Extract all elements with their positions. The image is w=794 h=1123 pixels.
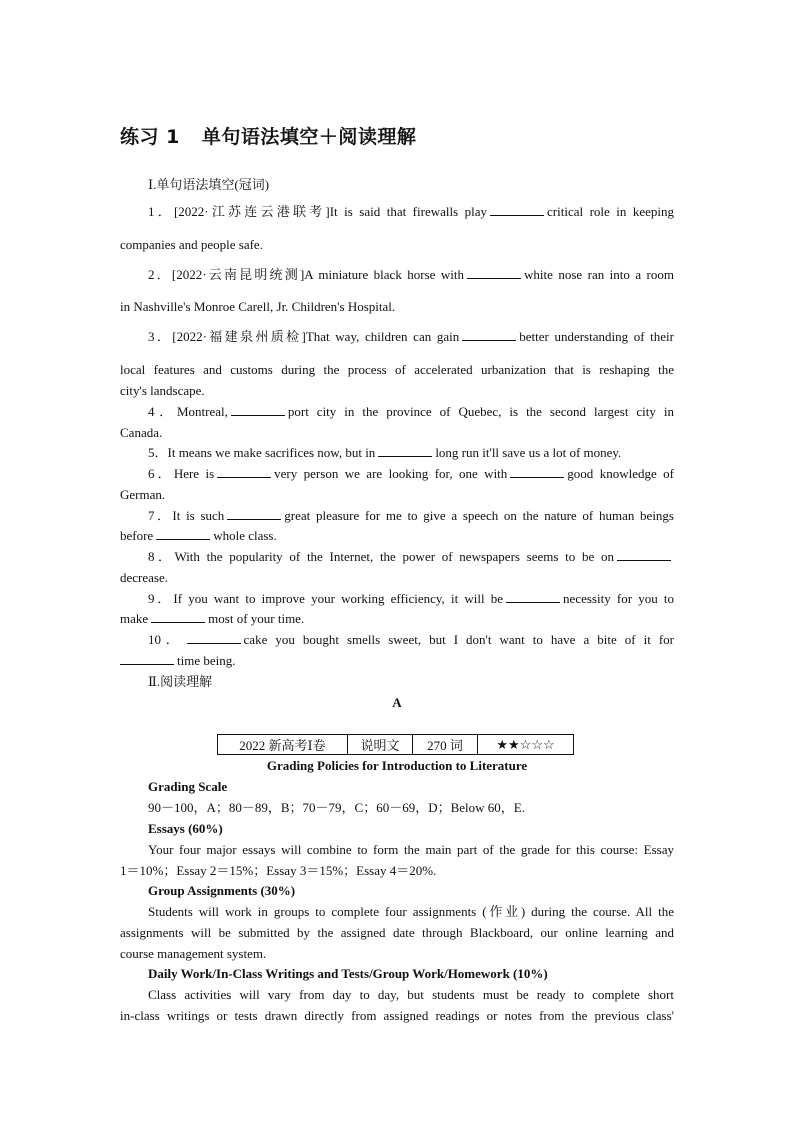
group-heading: Group Assignments (30%) <box>148 883 296 898</box>
question-1: 1．[2022·江苏连云港联考]It is said that firewalls play critical role in keeping <box>148 204 674 219</box>
question-10-cont: time being. <box>120 651 674 671</box>
info-source: 2022 新高考Ⅰ卷 <box>218 735 348 755</box>
section2-heading: Ⅱ.阅读理解 <box>148 674 213 689</box>
essays-text-2: 1＝10%；Essay 2＝15%；Essay 3＝15%；Essay 4＝20%. <box>120 863 437 878</box>
info-difficulty: ★★☆☆☆ <box>478 735 574 755</box>
question-8-cont: decrease. <box>120 570 168 585</box>
info-words: 270 词 <box>413 735 478 755</box>
question-3-cont2: city's landscape. <box>120 383 205 398</box>
answer-blank[interactable] <box>490 203 544 216</box>
question-6-cont: German. <box>120 487 166 502</box>
question-10: 10． cake you bought smells sweet, but I don't want to have a bite of it for <box>148 632 674 647</box>
question-8: 8．With the popularity of the Internet, the power of newspapers seems to be on <box>120 547 674 567</box>
answer-blank[interactable] <box>506 590 560 603</box>
grading-heading: Grading Scale <box>148 779 228 794</box>
essays-heading: Essays (60%) <box>148 821 223 836</box>
group-text-1: Students will work in groups to complete four assignments (作业) during the course. All the <box>148 904 674 919</box>
answer-blank[interactable] <box>617 548 671 561</box>
group-text-2: assignments will be submitted by the assigned date through Blackboard, our online learning and <box>120 925 674 940</box>
grading-text: 90－100，A；80－89，B；70－79，C；60－69，D；Below 60，E. <box>148 800 526 815</box>
exercise-number: 练习 1 <box>120 126 180 148</box>
question-4: 4．Montreal, port city in the province of Quebec, is the second largest city in <box>148 404 674 419</box>
passage-label: A <box>392 695 402 710</box>
question-9: 9．If you want to improve your working efficiency, it will be necessity for you to <box>148 591 675 606</box>
answer-blank[interactable] <box>231 403 285 416</box>
answer-blank[interactable] <box>187 631 241 644</box>
question-3-cont: local features and customs during the process of accelerated urbanization that is reshaping the <box>120 362 674 377</box>
question-3: 3．[2022·福建泉州质检]That way, children can gain better understanding of their <box>148 329 674 344</box>
question-1-cont: companies and people safe. <box>120 237 263 252</box>
answer-blank[interactable] <box>120 652 174 665</box>
section1-heading: Ⅰ.单句语法填空(冠词) <box>148 177 270 192</box>
passage-info-table <box>217 734 574 755</box>
question-9-cont: make most of your time. <box>120 611 305 626</box>
question-2-cont: in Nashville's Monroe Carell, Jr. Children's Hospital. <box>120 299 396 314</box>
question-4-cont: Canada. <box>120 425 163 440</box>
answer-blank[interactable] <box>151 610 205 623</box>
answer-blank[interactable] <box>227 507 281 520</box>
essays-text-1: Your four major essays will combine to form the main part of the grade for this course: Essay <box>148 842 674 857</box>
question-7: 7．It is such great pleasure for me to give a speech on the nature of human beings <box>148 508 674 523</box>
daily-text-2: in-class writings or tests drawn directly from assigned readings or notes from the previous class' <box>120 1008 674 1023</box>
answer-blank[interactable] <box>217 465 271 478</box>
group-text-3: course management system. <box>120 946 267 961</box>
question-7-cont: before whole class. <box>120 528 277 543</box>
exercise-title: 单句语法填空＋阅读理解 <box>201 126 417 148</box>
question-5: 5．It means we make sacrifices now, but in long run it'll save us a lot of money. <box>148 445 622 460</box>
question-2: 2．[2022·云南昆明统测]A miniature black horse with white nose ran into a room <box>148 267 674 282</box>
info-genre: 说明文 <box>348 735 413 755</box>
daily-text-1: Class activities will vary from day to day, but students must be ready to complete short <box>148 987 674 1002</box>
answer-blank[interactable] <box>156 527 210 540</box>
answer-blank[interactable] <box>378 444 432 457</box>
passage-title: Grading Policies for Introduction to Literature <box>266 758 528 773</box>
answer-blank[interactable] <box>462 328 516 341</box>
answer-blank[interactable] <box>467 266 521 279</box>
answer-blank[interactable] <box>510 465 564 478</box>
page-title <box>120 122 416 149</box>
daily-heading: Daily Work/In-Class Writings and Tests/Group Work/Homework (10%) <box>148 966 548 981</box>
question-6: 6．Here is very person we are looking for, one with good knowledge of <box>148 466 674 481</box>
